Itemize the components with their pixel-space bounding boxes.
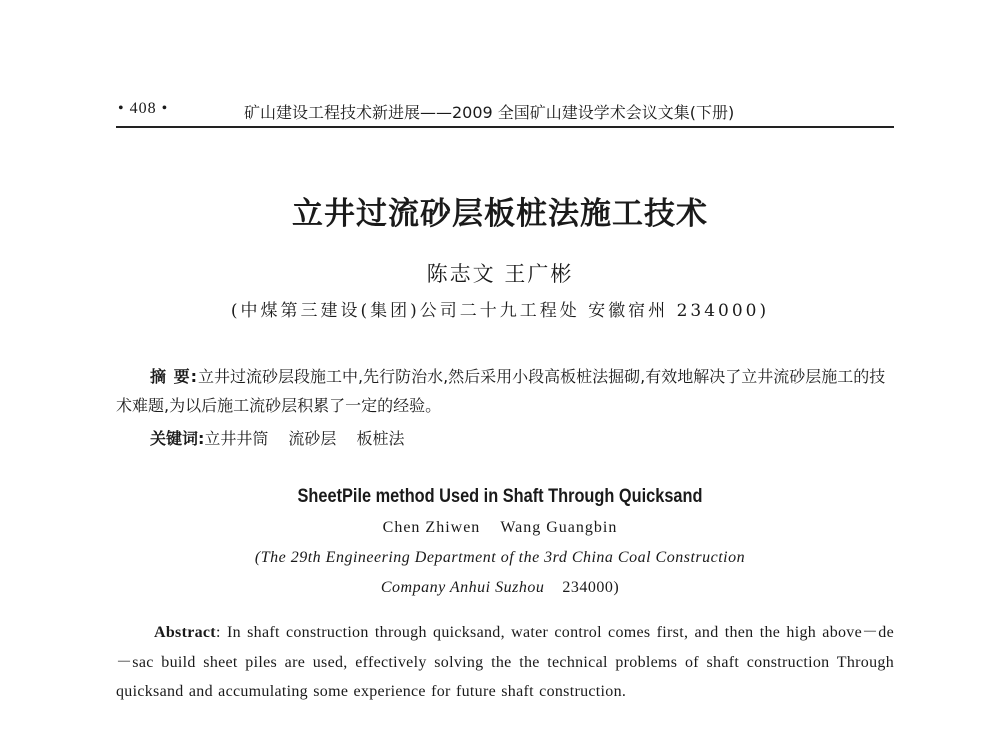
affiliation-en-postcode: 234000) [562,579,620,596]
keywords-cn [150,426,424,449]
keyword-item: 板桩法 [356,429,405,448]
affiliation-en-line2 [0,579,1000,597]
abstract-en-label: Abstract [154,624,216,641]
paper-title-cn: 立井过流砂层板桩法施工技术 [292,196,708,232]
keyword-item: 立井井筒 [204,429,269,448]
abstract-cn [116,362,894,420]
paper-title-en: SheetPile method Used in Shaft Through Quicksand [297,486,703,507]
keyword-item: 流砂层 [288,429,337,448]
running-header-title: 矿山建设工程技术新进展——2009 全国矿山建设学术会议文集(下册) [244,103,735,122]
affiliation-en-line1: (The 29th Engineering Department of the 3rd China Coal Construction [254,549,746,566]
page-number: • 408 • [118,100,169,117]
affiliation-cn: (中煤第三建设(集团)公司二十九工程处 安徽宿州 234000) [230,301,770,321]
abstract-cn-label: 摘 要: [150,367,198,386]
keywords-cn-label: 关键词: [150,429,205,448]
abstract-cn-text: 立井过流砂层段施工中,先行防治水,然后采用小段高板桩法掘砌,有效地解决了立井流砂层施工的技术难题,为以后施工流砂层积累了一定的经验。 [116,367,886,415]
author-en: Chen Zhiwen [382,519,481,536]
abstract-en-separator: : [215,624,227,641]
author-en: Wang Guangbin [500,519,618,536]
authors-en [0,519,1000,537]
affiliation-en-org: Company Anhui Suzhou [380,579,545,596]
abstract-en-text: In shaft construction through quicksand, water control comes first, and then the high above－de－sac build sheet piles are used, effectively solving the the technical problems of shaft construction Through quicksand and accumulating some experience for future shaft construction. [116,624,895,700]
authors-cn: 陈志文 王广彬 [426,262,574,286]
abstract-en [116,618,894,707]
header-rule [116,126,894,128]
